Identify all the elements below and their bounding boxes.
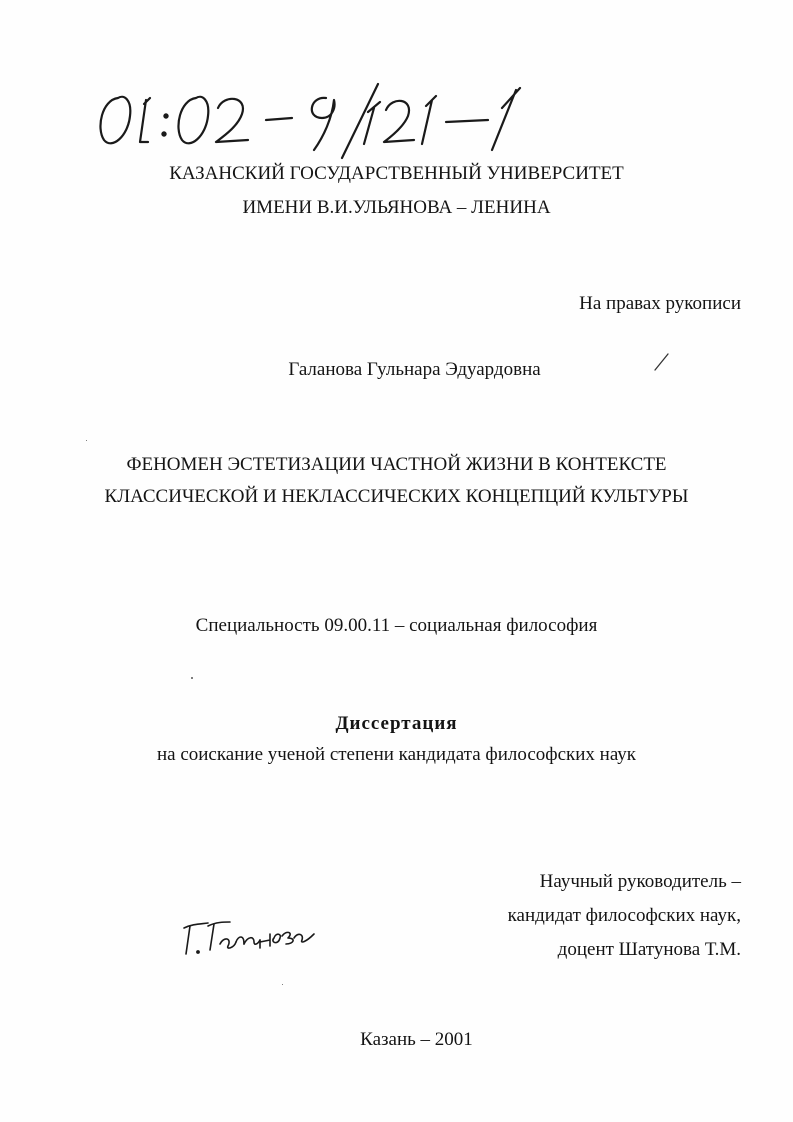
scan-speck [86, 440, 87, 441]
dissertation-heading: Диссертация [335, 713, 458, 734]
handwritten-code [88, 78, 558, 168]
supervisor-line2: кандидат философских наук, [507, 905, 741, 926]
supervisor-line3: доцент Шатунова Т.М. [557, 939, 741, 960]
pen-mark [652, 352, 672, 374]
signature [178, 908, 318, 966]
author-name: Галанова Гульнара Эдуардовна [288, 359, 541, 380]
dissertation-subheading: на соискание ученой степени кандидата философских наук [156, 744, 637, 765]
dissertation-title-line2: КЛАССИЧЕСКОЙ И НЕКЛАССИЧЕСКИХ КОНЦЕПЦИЙ КУЛЬТУРЫ [104, 486, 689, 507]
university-name-line1: КАЗАНСКИЙ ГОСУДАРСТВЕННЫЙ УНИВЕРСИТЕТ [169, 163, 624, 184]
specialty: Специальность 09.00.11 – социальная философия [195, 615, 598, 636]
place-year: Казань – 2001 [360, 1029, 473, 1050]
dissertation-title-line1: ФЕНОМЕН ЭСТЕТИЗАЦИИ ЧАСТНОЙ ЖИЗНИ В КОНТЕКСТЕ [126, 454, 667, 475]
university-name-line2: ИМЕНИ В.И.УЛЬЯНОВА – ЛЕНИНА [242, 197, 551, 218]
scan-speck [191, 677, 193, 679]
supervisor-line1: Научный руководитель – [539, 871, 741, 892]
rights-note: На правах рукописи [579, 293, 741, 314]
scan-speck [282, 984, 283, 985]
